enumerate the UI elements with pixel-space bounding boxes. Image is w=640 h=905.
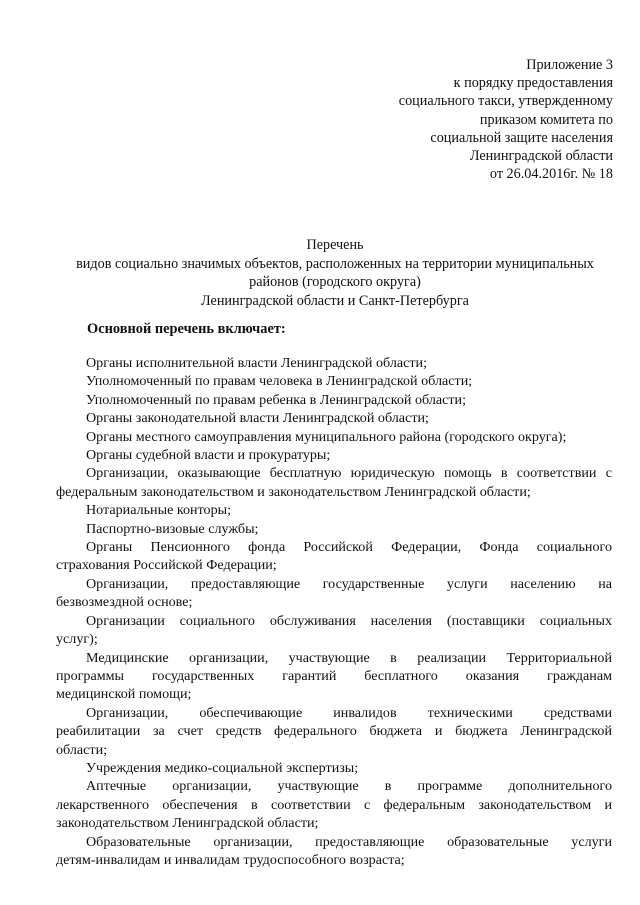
list-item (56, 409, 612, 427)
list-item-line: Организации социального обслуживания населения (поставщики социальных (86, 612, 612, 629)
list-item-line: Органы судебной власти и прокуратуры; (86, 447, 331, 464)
list-item-line: лекарственного обеспечения в соответствии с федеральным законодательством и (56, 796, 612, 813)
title-line: Перечень (306, 237, 364, 253)
list-item-line: Органы местного самоуправления муниципального района (городского округа); (86, 428, 567, 445)
list-item-line: страхования Российской Федерации; (56, 557, 277, 574)
list-item-line: Организации, обеспечивающие инвалидов техническими средствами (86, 704, 612, 721)
list-item-line: Органы Пенсионного фонда Российской Федерации, Фонда социального (86, 539, 612, 556)
list-item-line: медицинской помощи; (56, 686, 192, 703)
list-item-line: Паспортно-визовые службы; (86, 520, 259, 537)
appendix-line: социальной защите населения (430, 129, 613, 146)
appendix-line: от 26.04.2016г. № 18 (489, 166, 613, 183)
list-item-line: Образовательные организации, предоставляющие образовательные услуги (86, 833, 612, 850)
appendix-line: Приложение 3 (526, 57, 613, 73)
list-item (56, 612, 612, 649)
title-line: районов (городского округа) (249, 274, 421, 290)
title-line: Ленинградской области и Санкт-Петербурга (201, 292, 469, 309)
appendix-header (399, 56, 613, 183)
list-item-line: Нотариальные конторы; (86, 502, 232, 519)
list-item-line: программы государственных гарантий бесплатного оказания гражданам (56, 667, 612, 684)
list-item-line: Организации, оказывающие бесплатную юридическую помощь в соответствии с (86, 465, 612, 482)
list-item (56, 446, 612, 464)
objects-list (56, 354, 612, 869)
list-item (56, 372, 612, 390)
appendix-line: приказом комитета по (479, 111, 613, 128)
list-item-line: реабилитации за счет средств федерального бюджета и бюджета Ленинградской (56, 723, 612, 740)
list-item (56, 538, 612, 575)
document-title (50, 236, 620, 310)
list-item (56, 704, 612, 759)
list-item-line: Организации, предоставляющие государственные услуги населению на (86, 575, 612, 592)
list-item (56, 649, 612, 704)
list-item-line: области; (56, 741, 108, 758)
list-item (56, 833, 612, 870)
list-item-line: детям-инвалидам и инвалидам трудоспособного возраста; (56, 851, 405, 868)
list-item-line: Уполномоченный по правам человека в Ленинградской области; (86, 373, 473, 390)
list-item-line: услуг); (56, 631, 98, 648)
list-item-line: федеральным законодательством и законодательством Ленинградской области; (56, 483, 531, 500)
list-item (56, 391, 612, 409)
list-subheading: Основной перечень включает: (87, 321, 286, 337)
list-item (56, 354, 612, 372)
list-item (56, 759, 612, 777)
list-item-line: безвозмездной основе; (56, 594, 193, 611)
list-item (56, 777, 612, 832)
list-item (56, 501, 612, 519)
list-item (56, 520, 612, 538)
list-item (56, 575, 612, 612)
appendix-line: социального такси, утвержденному (398, 93, 613, 110)
list-item-line: Органы законодательной власти Ленинградской области; (86, 410, 429, 427)
list-item-line: Аптечные организации, участвующие в программе дополнительного (86, 778, 612, 795)
list-item-line: законодательством Ленинградской области; (56, 815, 319, 832)
list-item (56, 464, 612, 501)
title-line: видов социально значимых объектов, расположенных на территории муниципальных (76, 255, 594, 272)
appendix-line: Ленинградской области (469, 148, 613, 165)
list-item-line: Медицинские организации, участвующие в реализации Территориальной (86, 649, 612, 666)
appendix-line: к порядку предоставления (453, 75, 613, 92)
list-item-line: Органы исполнительной власти Ленинградской области; (86, 355, 428, 371)
list-item-line: Учреждения медико-социальной экспертизы; (86, 759, 359, 776)
list-item (56, 428, 612, 446)
list-item-line: Уполномоченный по правам ребенка в Ленинградской области; (86, 391, 466, 408)
